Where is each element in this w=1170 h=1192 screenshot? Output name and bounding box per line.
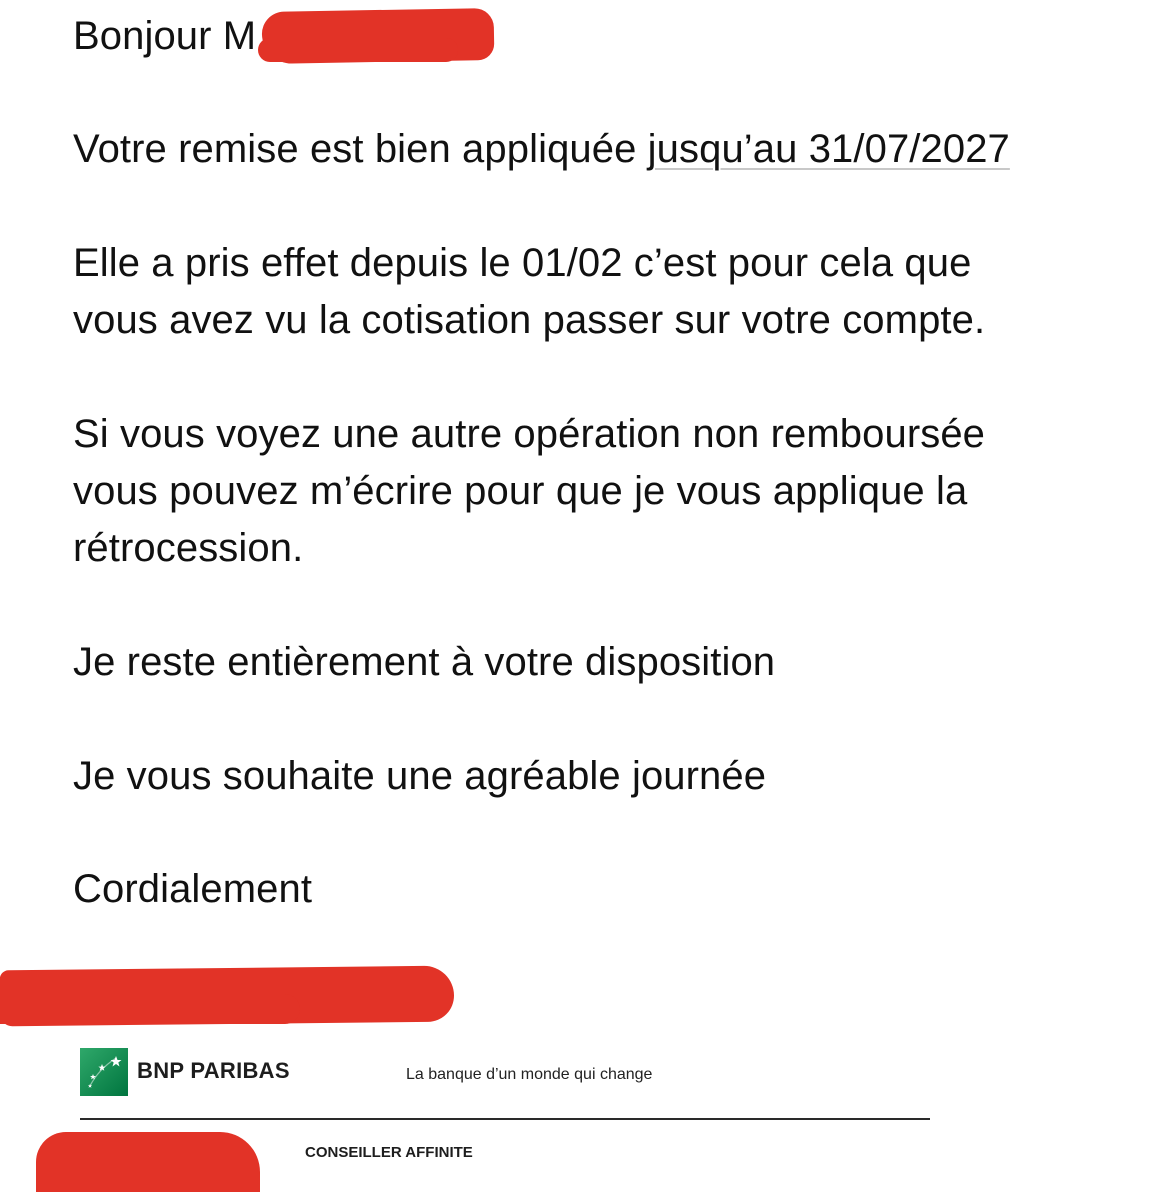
- effet-line-1: Elle a pris effet depuis le 01/02 c’est pour cela que: [73, 241, 972, 285]
- advisor-role: CONSEILLER AFFINITE: [305, 1144, 473, 1161]
- effet-line-2: vous avez vu la cotisation passer sur votre compte.: [73, 298, 986, 342]
- bnp-paribas-logo-icon: [80, 1048, 128, 1096]
- operation-line-3: rétrocession.: [73, 526, 304, 570]
- signature-divider: [80, 1118, 930, 1120]
- closing-text: Cordialement: [73, 867, 313, 911]
- bank-brand-name: BNP PARIBAS: [137, 1058, 290, 1083]
- redaction-mark-name-tail: [0, 994, 300, 1024]
- greeting-text: Bonjour M: [73, 14, 257, 58]
- bank-tagline: La banque d’un monde qui change: [406, 1066, 653, 1083]
- operation-line-2: vous pouvez m’écrire pour que je vous applique la: [73, 469, 968, 513]
- disposition-line: Je reste entièrement à votre disposition: [73, 640, 776, 684]
- redaction-mark-greeting-tail: [258, 38, 458, 62]
- date-link[interactable]: jusqu’au 31/07/2027: [647, 127, 1010, 171]
- journee-line: Je vous souhaite une agréable journée: [73, 754, 767, 798]
- remise-text: Votre remise est bien appliquée: [73, 127, 648, 171]
- operation-line-1: Si vous voyez une autre opération non remboursée: [73, 412, 986, 456]
- redaction-mark-footer: [36, 1132, 260, 1192]
- remise-line: [73, 121, 1010, 177]
